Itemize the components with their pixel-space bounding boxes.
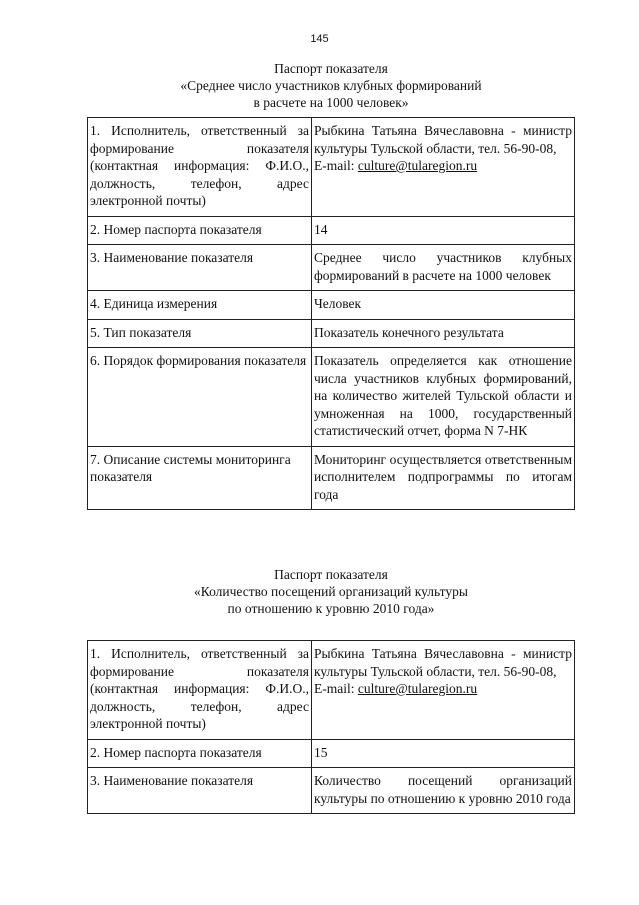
- value-text: Мониторинг осуществляется ответственным исполнителем подпрограммы по итогам года: [314, 451, 572, 502]
- row-value: [312, 739, 575, 768]
- row-value: [312, 641, 575, 740]
- value-text: Человек: [314, 296, 362, 311]
- passport-1-title-line: Паспорт показателя: [274, 61, 388, 76]
- passport-1-title-line: «Среднее число участников клубных формирований: [180, 78, 482, 93]
- row-value: [312, 216, 575, 245]
- passport-1-title-line: в расчете на 1000 человек»: [253, 95, 409, 110]
- passport-2-table: [87, 640, 575, 814]
- email-prefix: E-mail:: [314, 158, 358, 173]
- email-line: [314, 680, 572, 698]
- row-value: [312, 245, 575, 291]
- row-value: [312, 319, 575, 348]
- label-text: 5. Тип показателя: [90, 324, 192, 340]
- label-text: 2. Номер паспорта показателя: [90, 221, 262, 237]
- label-text: 4. Единица измерения: [90, 296, 218, 311]
- email-prefix: E-mail:: [314, 681, 358, 696]
- label-text: 1. Исполнитель, ответственный за формирование показателя (контактная информация: Ф.И.О., должность, телефон, адрес электронной почты): [90, 123, 309, 208]
- email-link[interactable]: culture@tularegion.ru: [357, 158, 478, 173]
- value-text: Количество посещений организаций культуры по отношению к уровню 2010 года: [314, 773, 572, 806]
- email-line: [314, 157, 572, 175]
- label-text: 6. Порядок формирования показателя: [90, 353, 307, 368]
- table-row: [88, 348, 575, 447]
- page-number: 145: [310, 33, 329, 45]
- row-label: [88, 245, 312, 291]
- table-row: [88, 291, 575, 320]
- row-value: [312, 446, 575, 510]
- value-text: 14: [314, 221, 328, 237]
- table-row: [88, 446, 575, 510]
- value-text: Показатель определяется как отношение числа участников клубных формирований, на количество жителей Тульской области и умноженная на 1000, государственный статистический отчет, форма N 7-НК: [314, 353, 572, 438]
- label-text: 7. Описание системы мониторинга показателя: [90, 451, 291, 484]
- label-text: 1. Исполнитель, ответственный за формирование показателя (контактная информация: Ф.И.О., должность, телефон, адрес электронной почты): [90, 646, 309, 731]
- passport-2-title-line: по отношению к уровню 2010 года»: [227, 601, 435, 616]
- table-row: [88, 245, 575, 291]
- row-label: [88, 348, 312, 447]
- value-text: 15: [314, 744, 328, 760]
- row-label: [88, 739, 312, 768]
- row-label: [88, 641, 312, 740]
- row-value: [312, 291, 575, 320]
- table-row: [88, 319, 575, 348]
- row-label: [88, 118, 312, 217]
- row-label: [88, 291, 312, 320]
- passport-1-title: [88, 60, 574, 111]
- passport-2-title: [88, 566, 574, 617]
- row-label: [88, 446, 312, 510]
- passport-2-title-line: Паспорт показателя: [274, 567, 388, 582]
- row-value: [312, 348, 575, 447]
- value-text: Рыбкина Татьяна Вячеславовна - министр культуры Тульской области, тел. 56-90-08,: [314, 123, 572, 156]
- row-label: [88, 216, 312, 245]
- label-text: 2. Номер паспорта показателя: [90, 744, 262, 760]
- table-row: [88, 118, 575, 217]
- passport-2-title-line: «Количество посещений организаций культуры: [194, 584, 468, 599]
- table-row: [88, 768, 575, 814]
- row-value: [312, 768, 575, 814]
- table-row: [88, 216, 575, 245]
- row-value: [312, 118, 575, 217]
- value-text: Показатель конечного результата: [314, 324, 504, 340]
- label-text: 3. Наименование показателя: [90, 773, 254, 788]
- row-label: [88, 768, 312, 814]
- row-label: [88, 319, 312, 348]
- table-row: [88, 641, 575, 740]
- value-text: Рыбкина Татьяна Вячеславовна - министр культуры Тульской области, тел. 56-90-08,: [314, 646, 572, 679]
- email-link[interactable]: culture@tularegion.ru: [357, 681, 478, 696]
- table-row: [88, 739, 575, 768]
- value-text: Среднее число участников клубных формирований в расчете на 1000 человек: [314, 250, 572, 283]
- passport-1-table: [87, 117, 575, 510]
- label-text: 3. Наименование показателя: [90, 250, 254, 265]
